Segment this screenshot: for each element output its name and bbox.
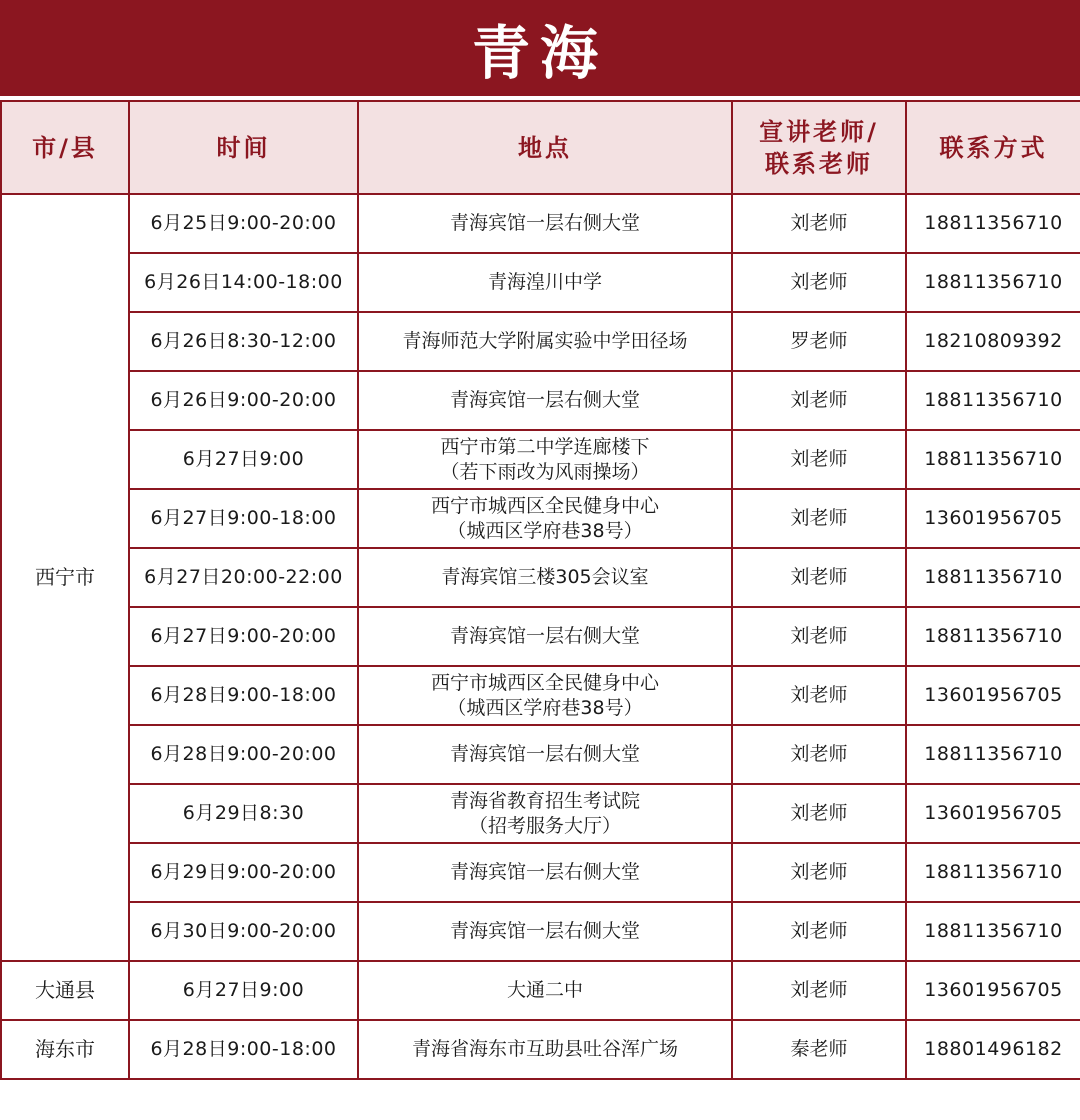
time-cell: 6月27日20:00-22:00 — [129, 548, 358, 607]
teacher-cell: 刘老师 — [732, 489, 906, 548]
place-cell — [358, 666, 732, 725]
teacher-cell: 刘老师 — [732, 961, 906, 1020]
place-cell — [358, 548, 732, 607]
city-cell: 海东市 — [1, 1020, 129, 1079]
place-note-line: （城西区学府巷38号） — [447, 519, 643, 542]
place-line: 大通二中 — [506, 979, 583, 1001]
phone-cell: 18811356710 — [906, 548, 1080, 607]
place-cell — [358, 607, 732, 666]
place-cell — [358, 784, 732, 843]
phone-cell: 18811356710 — [906, 253, 1080, 312]
time-cell: 6月29日9:00-20:00 — [129, 843, 358, 902]
schedule-table — [0, 100, 1080, 1080]
header-city: 市/县 — [1, 101, 129, 194]
table-row — [1, 430, 1080, 489]
teacher-cell: 刘老师 — [732, 666, 906, 725]
place-cell — [358, 489, 732, 548]
table-row — [1, 371, 1080, 430]
place-line: 青海宾馆一层右侧大堂 — [449, 861, 640, 883]
time-cell: 6月28日9:00-18:00 — [129, 666, 358, 725]
header-teacher-line1: 宣讲老师/ — [759, 117, 879, 146]
table-row — [1, 1020, 1080, 1079]
place-cell — [358, 253, 732, 312]
page-title: 青海 — [471, 19, 608, 87]
time-cell: 6月26日8:30-12:00 — [129, 312, 358, 371]
table-row — [1, 607, 1080, 666]
place-line: 青海宾馆一层右侧大堂 — [449, 920, 640, 942]
table-row — [1, 725, 1080, 784]
teacher-cell: 刘老师 — [732, 548, 906, 607]
header-place: 地点 — [358, 101, 732, 194]
teacher-cell: 刘老师 — [732, 371, 906, 430]
phone-cell: 18811356710 — [906, 430, 1080, 489]
place-cell — [358, 194, 732, 253]
place-line: 西宁市城西区全民健身中心 — [430, 494, 659, 517]
time-cell: 6月30日9:00-20:00 — [129, 902, 358, 961]
place-cell — [358, 312, 732, 371]
place-line: 青海省教育招生考试院 — [449, 789, 640, 812]
place-note-line: （城西区学府巷38号） — [447, 696, 643, 719]
city-cell: 大通县 — [1, 961, 129, 1020]
time-cell: 6月26日14:00-18:00 — [129, 253, 358, 312]
table-row — [1, 961, 1080, 1020]
place-cell — [358, 843, 732, 902]
table-row — [1, 666, 1080, 725]
place-cell — [358, 902, 732, 961]
teacher-cell: 刘老师 — [732, 194, 906, 253]
time-cell: 6月26日9:00-20:00 — [129, 371, 358, 430]
table-row — [1, 194, 1080, 253]
time-cell: 6月27日9:00-20:00 — [129, 607, 358, 666]
header-contact: 联系方式 — [906, 101, 1080, 194]
place-line: 青海省海东市互助县吐谷浑广场 — [411, 1038, 678, 1060]
phone-cell: 18811356710 — [906, 843, 1080, 902]
place-cell — [358, 1020, 732, 1079]
table-row — [1, 312, 1080, 371]
place-cell — [358, 961, 732, 1020]
time-cell: 6月27日9:00 — [129, 961, 358, 1020]
city-cell: 西宁市 — [1, 194, 129, 961]
time-cell: 6月29日8:30 — [129, 784, 358, 843]
phone-cell: 18811356710 — [906, 194, 1080, 253]
teacher-cell: 刘老师 — [732, 784, 906, 843]
place-line: 西宁市城西区全民健身中心 — [430, 671, 659, 694]
time-cell: 6月27日9:00-18:00 — [129, 489, 358, 548]
phone-cell: 18811356710 — [906, 725, 1080, 784]
phone-cell: 13601956705 — [906, 489, 1080, 548]
place-line: 青海宾馆一层右侧大堂 — [449, 625, 640, 647]
phone-cell: 18811356710 — [906, 371, 1080, 430]
header-time: 时间 — [129, 101, 358, 194]
time-cell: 6月28日9:00-20:00 — [129, 725, 358, 784]
table-row — [1, 784, 1080, 843]
teacher-cell: 秦老师 — [732, 1020, 906, 1079]
phone-cell: 18811356710 — [906, 607, 1080, 666]
place-line: 青海宾馆三楼305会议室 — [441, 566, 649, 588]
place-cell — [358, 725, 732, 784]
teacher-cell: 刘老师 — [732, 902, 906, 961]
teacher-cell: 刘老师 — [732, 430, 906, 489]
time-cell: 6月25日9:00-20:00 — [129, 194, 358, 253]
phone-cell: 18801496182 — [906, 1020, 1080, 1079]
phone-cell: 13601956705 — [906, 666, 1080, 725]
table-row — [1, 843, 1080, 902]
teacher-cell: 刘老师 — [732, 253, 906, 312]
phone-cell: 18210809392 — [906, 312, 1080, 371]
table-row — [1, 489, 1080, 548]
table-row — [1, 253, 1080, 312]
header-teacher — [732, 101, 906, 194]
phone-cell: 18811356710 — [906, 902, 1080, 961]
place-line: 西宁市第二中学连廊楼下 — [440, 435, 650, 458]
teacher-cell: 刘老师 — [732, 843, 906, 902]
teacher-cell: 刘老师 — [732, 607, 906, 666]
header-row — [1, 101, 1080, 194]
place-line: 青海宾馆一层右侧大堂 — [449, 389, 640, 411]
phone-cell: 13601956705 — [906, 784, 1080, 843]
table-row — [1, 548, 1080, 607]
place-note-line: （若下雨改为风雨操场） — [440, 460, 650, 483]
time-cell: 6月27日9:00 — [129, 430, 358, 489]
place-line: 青海宾馆一层右侧大堂 — [449, 212, 640, 234]
phone-cell: 13601956705 — [906, 961, 1080, 1020]
header-teacher-line2: 联系老师 — [765, 149, 873, 178]
place-line: 青海师范大学附属实验中学田径场 — [402, 330, 688, 352]
table-row — [1, 902, 1080, 961]
page-title-banner — [0, 0, 1080, 96]
place-line: 青海湟川中学 — [487, 271, 602, 293]
time-cell: 6月28日9:00-18:00 — [129, 1020, 358, 1079]
teacher-cell: 罗老师 — [732, 312, 906, 371]
place-cell — [358, 430, 732, 489]
place-cell — [358, 371, 732, 430]
place-note-line: （招考服务大厅） — [468, 814, 621, 837]
place-line: 青海宾馆一层右侧大堂 — [449, 743, 640, 765]
teacher-cell: 刘老师 — [732, 725, 906, 784]
